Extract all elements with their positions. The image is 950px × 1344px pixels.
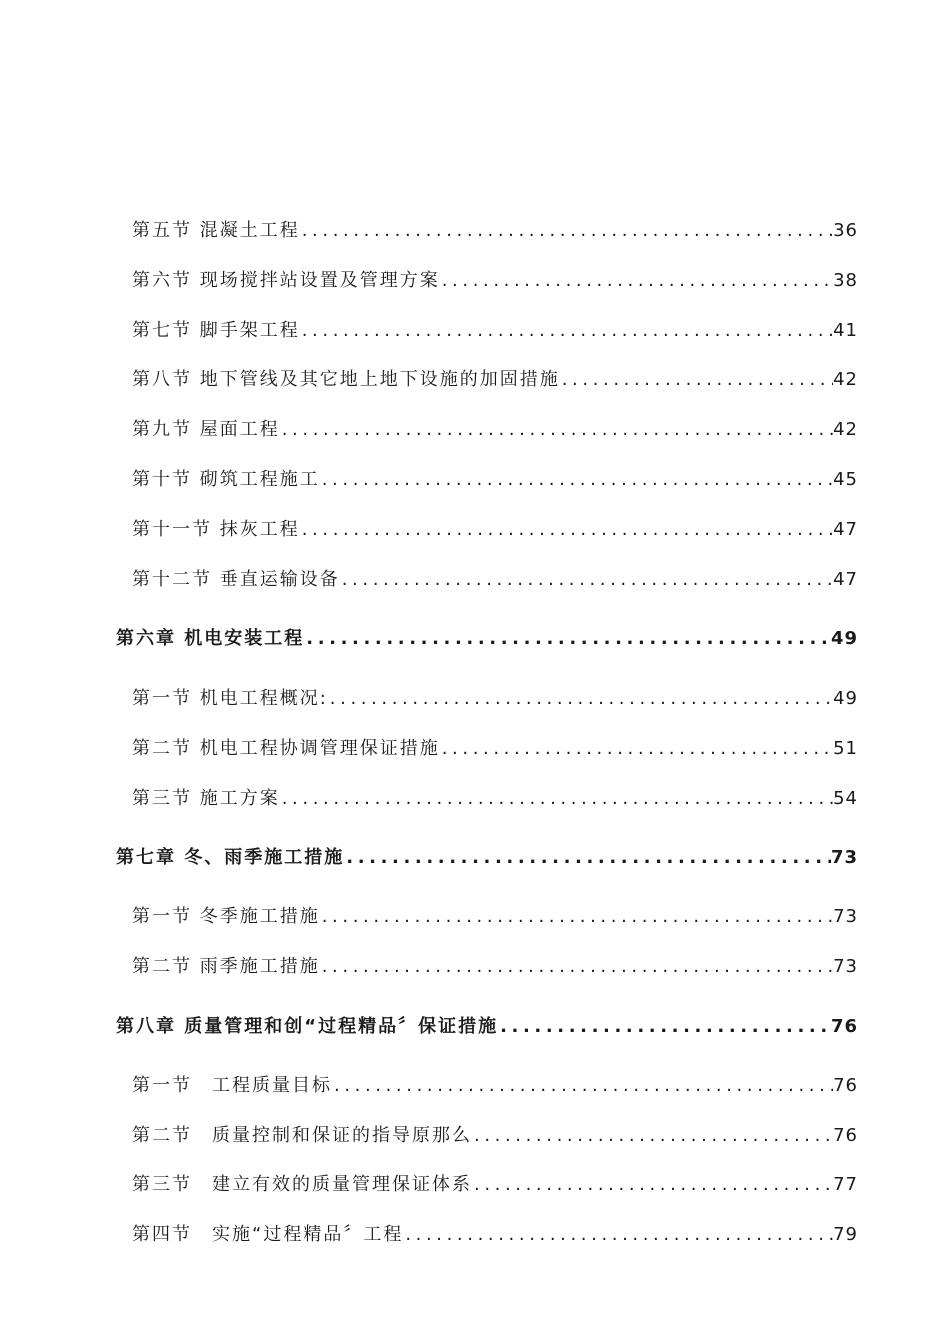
toc-entry-title: 第八章 质量管理和创“过程精品〞保证措施 [116,1016,499,1037]
toc-entry-section[interactable] [132,312,858,342]
dot-leader [334,1075,833,1097]
toc-page-number: 73 [833,906,858,927]
toc-entry-title: 第二节 雨季施工措施 [132,956,320,977]
toc-page-number: 47 [833,569,858,590]
toc-entry-chapter[interactable] [116,620,858,650]
toc-entry-section[interactable] [132,1216,858,1246]
toc-entry-section[interactable] [132,780,858,810]
toc-entry-section[interactable] [132,730,858,760]
toc-entry-title: 第三节 施工方案 [132,788,280,809]
toc-entry-title: 第十一节 抹灰工程 [132,519,300,540]
toc-entry-section[interactable] [132,898,858,928]
toc-entry-title: 第八节 地下管线及其它地上地下设施的加固措施 [132,369,560,390]
dot-leader [474,1174,833,1196]
toc-entry-title: 第六节 现场搅拌站设置及管理方案 [132,270,440,291]
dot-leader [442,270,833,292]
dot-leader [282,419,833,441]
toc-page-number: 77 [833,1174,858,1195]
toc-entry-section[interactable] [132,1117,858,1147]
toc-page-number: 76 [833,1075,858,1096]
toc-entry-title: 第七节 脚手架工程 [132,320,300,341]
toc-page-number: 51 [833,738,858,759]
dot-leader [342,569,833,591]
toc-page-number: 76 [830,1016,858,1037]
dot-leader [346,847,831,869]
toc-entry-title: 第一节 机电工程概况: [132,688,328,709]
toc-entry-title: 第十二节 垂直运输设备 [132,569,340,590]
toc-entry-section[interactable] [132,511,858,541]
toc-page-number: 38 [833,270,858,291]
dot-leader [500,1016,831,1038]
dot-leader [282,788,833,810]
toc-page-number: 49 [830,628,858,649]
dot-leader [306,628,831,650]
toc-entry-section[interactable] [132,461,858,491]
toc-entry-title: 第十节 砌筑工程施工 [132,469,320,490]
dot-leader [322,906,833,928]
toc-page-number: 45 [833,469,858,490]
toc-entry-section[interactable] [132,948,858,978]
toc-entry-chapter[interactable] [116,1008,858,1038]
toc-entry-title: 第四节 实施“过程精品〞工程 [132,1224,404,1245]
toc-page-number: 42 [833,369,858,390]
dot-leader [302,519,833,541]
dot-leader [562,369,833,391]
toc-entry-title: 第九节 屋面工程 [132,419,280,440]
toc-entry-section[interactable] [132,561,858,591]
dot-leader [474,1125,833,1147]
toc-page-number: 76 [833,1125,858,1146]
toc-entry-title: 第五节 混凝土工程 [132,220,300,241]
toc-page-number: 47 [833,519,858,540]
toc-entry-chapter[interactable] [116,839,858,869]
dot-leader [302,220,833,242]
toc-entry-title: 第三节 建立有效的质量管理保证体系 [132,1174,472,1195]
dot-leader [442,738,833,760]
toc-page-number: 73 [833,956,858,977]
toc-entry-section[interactable] [132,1067,858,1097]
toc-entry-title: 第一节 工程质量目标 [132,1075,332,1096]
toc-page-number: 36 [833,220,858,241]
toc-entry-title: 第一节 冬季施工措施 [132,906,320,927]
toc-entry-title: 第六章 机电安装工程 [116,628,305,649]
toc-page-number: 79 [833,1224,858,1245]
toc-entry-section[interactable] [132,212,858,242]
toc-entry-section[interactable] [132,680,858,710]
toc-entry-title: 第二节 质量控制和保证的指导原那么 [132,1125,472,1146]
toc-entry-title: 第七章 冬、雨季施工措施 [116,847,345,868]
dot-leader [405,1224,833,1246]
dot-leader [302,320,833,342]
dot-leader [330,688,833,710]
dot-leader [322,956,833,978]
toc-page-number: 42 [833,419,858,440]
toc-entry-section[interactable] [132,262,858,292]
toc-entry-title: 第二节 机电工程协调管理保证措施 [132,738,440,759]
toc-page-number: 54 [833,788,858,809]
toc-page-number: 73 [830,847,858,868]
toc-page-number: 41 [833,320,858,341]
toc-page-number: 49 [833,688,858,709]
toc-entry-section[interactable] [132,411,858,441]
toc-entry-section[interactable] [132,361,858,391]
toc-entry-section[interactable] [132,1166,858,1196]
dot-leader [322,469,833,491]
